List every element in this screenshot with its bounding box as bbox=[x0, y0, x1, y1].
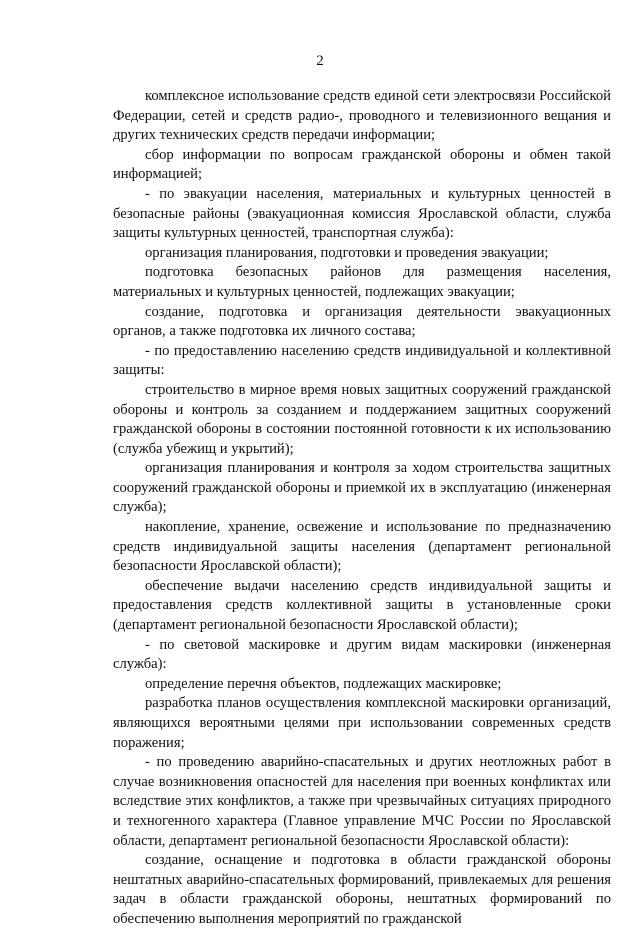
document-body bbox=[113, 87, 611, 930]
paragraph: организация планирования и контроля за ходом строительства защитных сооружений гражданской обороны и приемкой их в эксплуатацию (инженерная служба); bbox=[113, 460, 611, 516]
paragraph: создание, подготовка и организация деятельности эвакуационных органов, а также подготовка их личного состава; bbox=[113, 303, 611, 340]
paragraph: организация планирования, подготовки и проведения эвакуации; bbox=[145, 244, 549, 261]
paragraph: - по эвакуации населения, материальных и культурных ценностей в безопасные районы (эвакуационная комиссия Ярославской области, служба защиты культурных ценностей, транспортная служба): bbox=[113, 185, 611, 242]
paragraph: комплексное использование средств единой сети электросвязи Российской Федерации, сетей и средств радио-, проводного и телевизионного вещания и других технических средств передачи информации; bbox=[113, 88, 611, 144]
paragraph: определение перечня объектов, подлежащих маскировке; bbox=[145, 675, 502, 692]
paragraph: разработка планов осуществления комплексной маскировки организаций, являющихся вероятными целями при использовании современных средств поражения; bbox=[113, 695, 611, 751]
paragraph: - по проведению аварийно-спасательных и других неотложных работ в случае возникновения опасностей для населения при военных конфликтах или вследствие этих конфликтов, а также при чрезвычайных ситуациях природного и техногенного характера (Главное управление МЧС России по Ярославской области, департамент региональной безопасности Ярославской области): bbox=[113, 754, 611, 849]
paragraph: сбор информации по вопросам гражданской обороны и обмен такой информацией; bbox=[113, 146, 611, 183]
paragraph: - по предоставлению населению средств индивидуальной и коллективной защиты: bbox=[113, 342, 611, 379]
paragraph: - по световой маскировке и другим видам маскировки (инженерная служба): bbox=[113, 636, 611, 673]
paragraph: создание, оснащение и подготовка в области гражданской обороны нештатных аварийно-спасательных формирований, привлекаемых для решения задач в области гражданской обороны, нештатных формирований по обеспечению выполнения мероприятий по гражданской bbox=[113, 852, 611, 927]
paragraph: накопление, хранение, освежение и использование по предназначению средств индивидуальной защиты населения (департамент региональной безопасности Ярославской области); bbox=[113, 519, 611, 575]
paragraph: обеспечение выдачи населению средств индивидуальной защиты и предоставления средств коллективной защиты в установленные сроки (департамент региональной безопасности Ярославской области); bbox=[113, 577, 611, 634]
page-number: 2 bbox=[316, 53, 324, 69]
paragraph: строительство в мирное время новых защитных сооружений гражданской обороны и контроль за созданием и поддержанием защитных сооружений гражданской обороны в состоянии постоянной готовности к их использованию (служба убежищ и укрытий); bbox=[113, 381, 611, 457]
paragraph: подготовка безопасных районов для размещения населения, материальных и культурных ценностей, подлежащих эвакуации; bbox=[113, 264, 611, 300]
